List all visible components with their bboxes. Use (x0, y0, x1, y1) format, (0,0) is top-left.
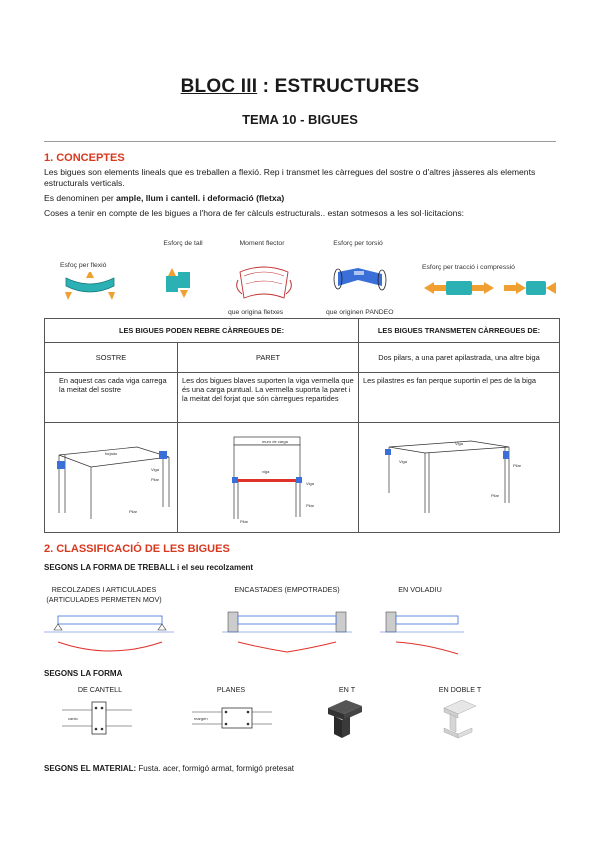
fig1-label-forjado: forjado (105, 451, 118, 456)
page-subtitle: TEMA 10 - BIGUES (242, 112, 358, 127)
shear-icon (160, 266, 196, 300)
bending-moment-icon (236, 258, 292, 304)
col1-text: En aquest cas cada viga carrega la meitat del sostre (45, 373, 178, 423)
torsion-icon (332, 262, 388, 296)
loads-table (44, 318, 560, 533)
effort-label-flexio: Esfoç per flexió (60, 262, 107, 269)
note-pandeo: que originen PANDEO (326, 309, 394, 316)
title-bloc: BLOC III (180, 76, 258, 97)
flat-beam-section-figure (192, 700, 272, 736)
col1-title: SOSTRE (45, 343, 178, 373)
t-beam-figure (322, 698, 368, 742)
shape-label-cantell: DE CANTELL (77, 685, 123, 694)
effort-label-moment: Moment flector (239, 240, 285, 247)
title-estructures: : ESTRUCTURES (257, 76, 420, 97)
figure-paret (178, 423, 359, 533)
section1-para2 (44, 193, 558, 204)
effort-illustrations (60, 234, 560, 306)
fig2-label-pilar2: Pilar (240, 519, 249, 524)
fig3-label-pilar2: Pilar (491, 493, 500, 498)
support-label-encastades: ENCASTADES (EMPOTRADES) (234, 585, 340, 594)
fig2-label-pilar1: Pilar (306, 503, 315, 508)
effort-label-torsio: Esforç per torsió (333, 240, 383, 247)
col2-text: Les dos bigues blaves suporten la viga vermella que és una carga puntual. La vermella suporta la paret i la meitat del forjat que són càrregues repartides (178, 373, 359, 423)
double-t-beam-figure (436, 698, 482, 742)
section2-sub2: SEGONS LA FORMA (44, 669, 123, 678)
page-title (0, 76, 600, 98)
fig3-label-pilar1: Pilar (513, 463, 522, 468)
shape-tag-margen: margen (194, 716, 208, 721)
material-line (44, 763, 294, 774)
table-head-right: LES BIGUES TRANSMETEN CÀRREGUES DE: (359, 319, 560, 343)
fig1-label-pilar2: Pilar (129, 509, 138, 514)
table-head-left: LES BIGUES PODEN REBRE CÀRREGUES DE: (45, 319, 359, 343)
para2-prefix: Es denominen per (44, 193, 117, 203)
col3-text: Les pilastres es fan perque suportin el pes de la biga (359, 373, 560, 423)
pillar-frame-figure (359, 423, 559, 531)
simply-supported-beam-figure (44, 608, 174, 658)
divider (44, 141, 556, 142)
fixed-beam-figure (222, 608, 352, 658)
cantilever-beam-figure (380, 608, 470, 658)
shape-tag-canto: canto (68, 716, 78, 721)
support-label-recolzades: RECOLZADES I ARTICULADES (ARTICULADES PERMETEN MOV) (46, 585, 162, 604)
para2-bold: ample, llum i cantell. i deformació (fletxa) (116, 193, 285, 203)
effort-label-traccio: Esforç per tracció i compressió (422, 264, 515, 271)
note-fletxes: que origina fletxes (228, 309, 284, 316)
table-frame-figure (45, 423, 177, 531)
material-text: Fusta. acer, formigó armat, formigó pretesat (136, 764, 294, 773)
shape-label-doble-t: EN DOBLE T (438, 685, 482, 694)
shape-label-t: EN T (338, 685, 356, 694)
fig2-label-muro: muro de carga (262, 439, 288, 444)
figure-sostre (45, 423, 178, 533)
fig2-label-viga2: Viga (306, 481, 314, 486)
deep-beam-section-figure (62, 700, 132, 736)
section1-para3: Coses a tenir en compte de les bigues a l'hora de fer càlculs estructurals.. estan sotmesos a les sol·licitacions: (44, 208, 465, 218)
bending-beam-icon (64, 272, 116, 302)
section2-sub1: SEGONS LA FORMA DE TREBALL i el seu recolzament (44, 563, 254, 572)
fig3-label-viga: Viga (455, 441, 463, 446)
section1-heading: 1. CONCEPTES (44, 152, 125, 164)
fig1-label-pilar1: Pilar (151, 477, 160, 482)
col3-title: Dos pilars, a una paret apilastrada, una altre biga (359, 343, 560, 373)
material-label: SEGONS EL MATERIAL: (44, 764, 137, 773)
section2-heading: 2. CLASSIFICACIÓ DE LES BIGUES (44, 543, 230, 555)
fig2-label-viga: viga (262, 469, 270, 474)
effort-label-tall: Esforç de tall (163, 240, 203, 247)
col2-title: PARET (178, 343, 359, 373)
support-label-voladiu: EN VOLADIU (398, 585, 442, 594)
fig3-label-viga2: Viga (399, 459, 407, 464)
figure-pilars (359, 423, 560, 533)
fig1-label-viga: Viga (151, 467, 159, 472)
tension-compression-icon (424, 278, 560, 298)
shape-label-planes: PLANES (216, 685, 246, 694)
wall-frame-figure (178, 423, 358, 531)
section1-para1: Les bigues son elements lineals que es treballen a flexió. Rep i transmet les càrregues del sostre o d'altres jàsseres als elements estructurals verticals. (44, 167, 536, 188)
